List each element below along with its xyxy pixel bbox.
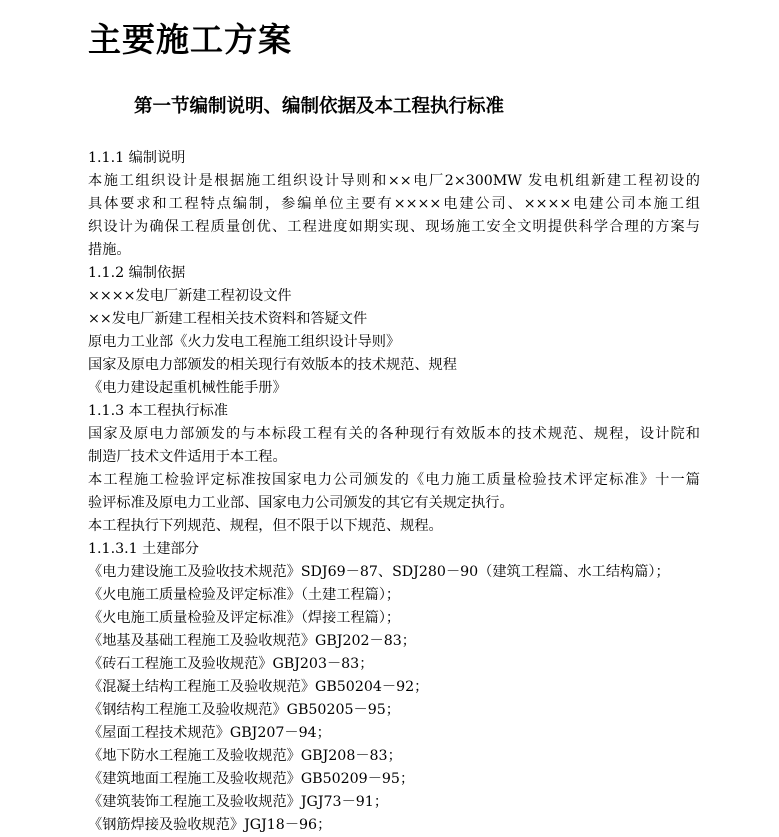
- list-item: 《电力建设起重机械性能手册》: [88, 380, 287, 396]
- standard-item: 《屋面工程技术规范》GBJ207－94；: [88, 725, 331, 741]
- paragraph-line: 制造厂技术文件适用于本工程。: [88, 449, 287, 465]
- subsection-heading: 1.1.3 本工程执行标准: [88, 403, 228, 419]
- list-item: ××××发电厂新建工程初设文件: [88, 288, 292, 304]
- standard-item: 《砖石工程施工及验收规范》GBJ203－83；: [88, 656, 374, 672]
- standard-item: 《建筑地面工程施工及验收规范》GB50209－95；: [88, 771, 415, 787]
- subsection-heading: 1.1.2 编制依据: [88, 265, 186, 281]
- paragraph-line: 本施工组织设计是根据施工组织设计导则和××电厂2×300MW 发电机组新建工程初设的: [88, 173, 700, 189]
- standard-item: 《钢筋焊接及验收规范》JGJ18－96；: [88, 817, 332, 833]
- subsection-heading: 1.1.1 编制说明: [88, 150, 186, 166]
- standard-item: 《地下防水工程施工及验收规范》GBJ208－83；: [88, 748, 402, 764]
- paragraph-line: 国家及原电力部颁发的与本标段工程有关的各种现行有效版本的技术规范、规程，设计院和: [88, 426, 700, 442]
- standard-item: 《建筑装饰工程施工及验收规范》JGJ73－91；: [88, 794, 389, 810]
- paragraph-line: 本工程施工检验评定标准按国家电力公司颁发的《电力施工质量检验技术评定标准》十一篇: [88, 472, 700, 488]
- standard-item: 《电力建设施工及验收技术规范》SDJ69－87、SDJ280－90（建筑工程篇、水工结构篇）；: [88, 564, 670, 580]
- paragraph-line: 本工程执行下列规范、规程，但不限于以下规范、规程。: [88, 518, 443, 534]
- list-item: 国家及原电力部颁发的相关现行有效版本的技术规范、规程: [88, 357, 457, 373]
- paragraph-line: 织设计为确保工程质量创优、工程进度如期实现、现场施工安全文明提供科学合理的方案与: [88, 219, 700, 235]
- standard-item: 《混凝土结构工程施工及验收规范》GB50204－92；: [88, 679, 429, 695]
- list-item: ××发电厂新建工程相关技术资料和答疑文件: [88, 311, 368, 327]
- paragraph-line: 验评标准及原电力工业部、国家电力公司颁发的其它有关规定执行。: [88, 495, 514, 511]
- document-title: 主要施工方案: [88, 20, 292, 59]
- standard-item: 《钢结构工程施工及验收规范》GB50205－95；: [88, 702, 400, 718]
- standard-item: 《火电施工质量检验及评定标准》（土建工程篇）；: [88, 587, 401, 603]
- paragraph-line: 具体要求和工程特点编制，参编单位主要有××××电建公司、××××电建公司本施工组: [88, 196, 700, 212]
- standard-item: 《火电施工质量检验及评定标准》（焊接工程篇）；: [88, 610, 401, 626]
- document-body: [88, 147, 700, 837]
- paragraph-line: 措施。: [88, 242, 131, 258]
- section-title: 第一节编制说明、编制依据及本工程执行标准: [134, 96, 505, 117]
- standard-item: 《地基及基础工程施工及验收规范》GBJ202－83；: [88, 633, 416, 649]
- subsection-heading: 1.1.3.1 土建部分: [88, 541, 199, 557]
- list-item: 原电力工业部《火力发电工程施工组织设计导则》: [88, 334, 401, 350]
